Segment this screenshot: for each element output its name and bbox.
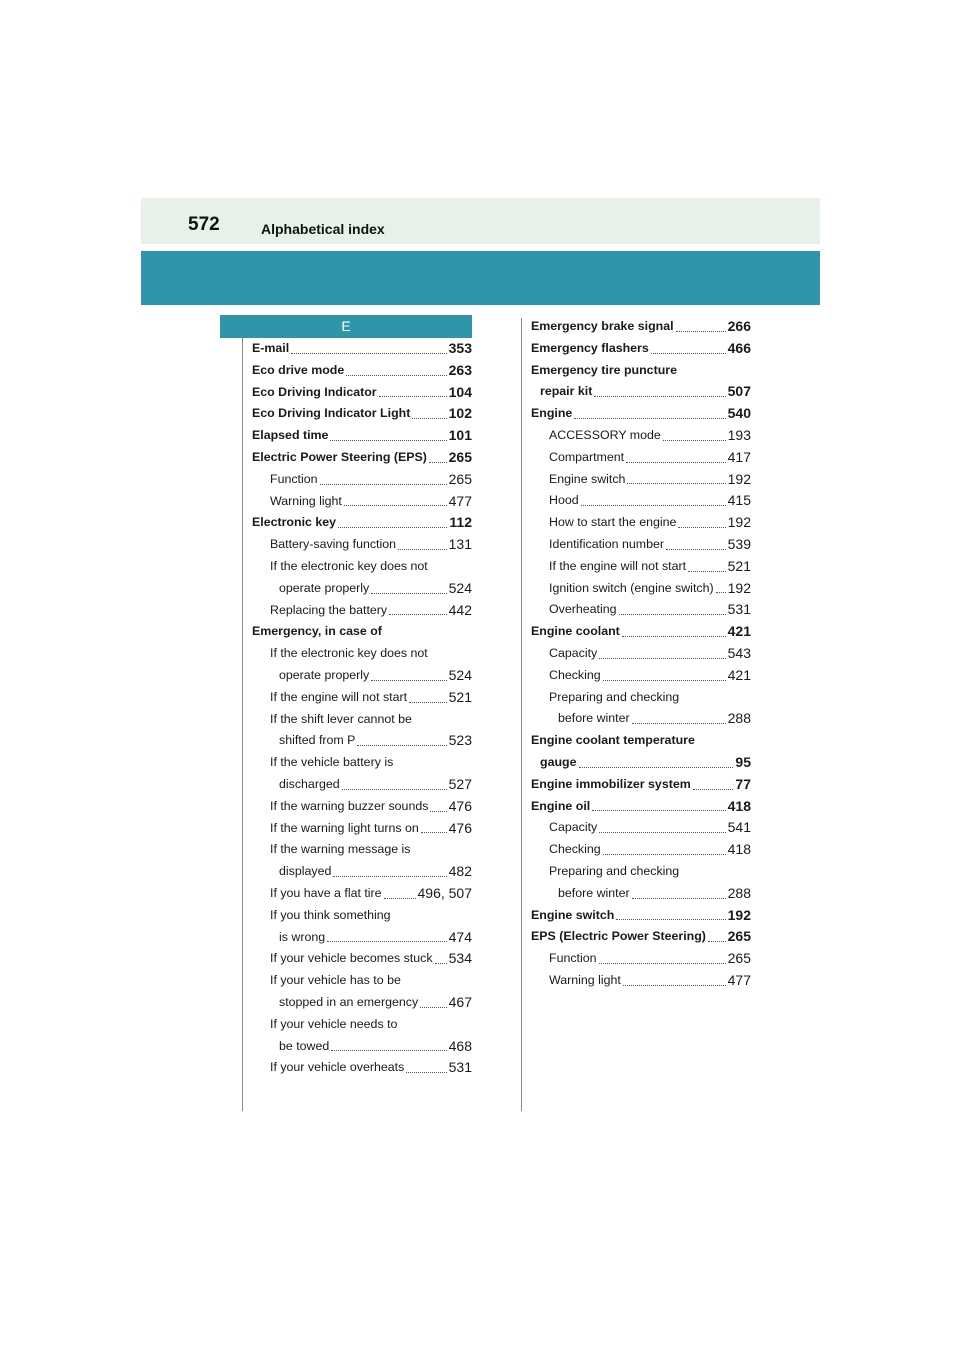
index-entry-page: 263 — [448, 361, 472, 378]
dot-leader — [708, 941, 726, 942]
index-entry — [531, 708, 751, 730]
index-entry-page: 421 — [727, 623, 751, 640]
index-entry-text: Replacing the battery — [270, 602, 388, 617]
dot-leader — [389, 614, 447, 615]
index-entry — [252, 469, 472, 491]
index-entry-page: 418 — [727, 797, 751, 814]
index-entry-page: 531 — [448, 1059, 472, 1076]
dot-leader — [666, 549, 726, 550]
index-entry — [252, 861, 472, 883]
index-entry — [252, 512, 472, 534]
index-entry-page: 482 — [448, 863, 472, 880]
index-entry-text: If your vehicle has to be — [270, 973, 401, 988]
index-entry — [252, 665, 472, 687]
index-entry-text: Function — [270, 471, 318, 486]
index-entry-text: Ignition switch (engine switch) — [549, 580, 714, 595]
index-entry-page: 539 — [727, 535, 751, 552]
index-entry — [531, 948, 751, 970]
index-entry-text: Capacity — [549, 645, 598, 660]
dot-leader — [632, 723, 726, 724]
index-entry-text: If the electronic key does not — [270, 558, 428, 573]
index-entry-page: 131 — [448, 536, 472, 553]
index-entry — [252, 818, 472, 840]
dot-leader — [622, 636, 726, 637]
dot-leader — [599, 963, 726, 964]
index-entry — [252, 578, 472, 600]
index-entry-text: Emergency flashers — [531, 340, 649, 355]
index-entry-text: If the engine will not start — [270, 689, 408, 704]
index-entry-page: 192 — [727, 906, 751, 923]
dot-leader — [409, 702, 447, 703]
index-entry — [531, 534, 751, 556]
index-entry — [531, 883, 751, 905]
index-entry-page: 474 — [448, 928, 472, 945]
index-entry-text: Elapsed time — [252, 428, 329, 443]
index-entry-text: Engine coolant temperature — [531, 733, 695, 748]
index-entry — [252, 1014, 472, 1036]
index-entry-page: 192 — [727, 579, 751, 596]
right-index-column — [531, 316, 751, 992]
index-entry-page: 266 — [727, 318, 751, 334]
index-entry-page: 527 — [448, 775, 472, 792]
section-title: Alphabetical index — [261, 221, 385, 237]
index-entry — [252, 621, 472, 643]
index-entry-text: Emergency brake signal — [531, 319, 674, 333]
index-entry-text: Eco drive mode — [252, 362, 345, 377]
page-number: 572 — [188, 214, 220, 235]
index-entry-page: 101 — [448, 427, 472, 444]
index-entry-text: EPS (Electric Power Steering) — [531, 929, 706, 944]
index-entry — [252, 360, 472, 382]
index-entry-page: 417 — [727, 448, 751, 465]
index-entry-text: If the engine will not start — [549, 558, 687, 573]
index-entry-page: 507 — [727, 383, 751, 400]
index-entry-text: If the vehicle battery is — [270, 755, 394, 770]
index-entry-page: 353 — [448, 340, 472, 356]
index-entry-text: If you think something — [270, 907, 391, 922]
index-entry-text: Compartment — [549, 449, 625, 464]
dot-leader — [632, 898, 726, 899]
index-entry — [531, 556, 751, 578]
index-entry — [252, 534, 472, 556]
dot-leader — [331, 1050, 446, 1051]
index-entry-page: 521 — [448, 688, 472, 705]
index-entry-text: If you have a flat tire — [270, 885, 382, 900]
index-entry-page: 421 — [727, 666, 751, 683]
dot-leader — [603, 854, 726, 855]
index-entry-text: Capacity — [549, 820, 598, 835]
dot-leader — [616, 919, 725, 920]
dot-leader — [435, 963, 447, 964]
index-entry — [531, 774, 751, 796]
dot-leader — [320, 484, 447, 485]
index-entry-text: Warning light — [549, 972, 621, 987]
index-entry — [531, 469, 751, 491]
dot-leader — [626, 462, 726, 463]
index-entry — [252, 1036, 472, 1058]
index-entry-page: 77 — [735, 775, 751, 792]
index-entry-text: Preparing and checking — [549, 863, 680, 878]
index-entry — [252, 403, 472, 425]
right-column-rule — [521, 318, 522, 1111]
dot-leader — [429, 462, 447, 463]
index-entry — [531, 926, 751, 948]
index-entry-text: Engine — [531, 406, 573, 421]
index-entry-text: Eco Driving Indicator — [252, 384, 377, 399]
dot-leader — [421, 832, 447, 833]
index-entry — [252, 774, 472, 796]
index-entry-text: before winter — [558, 711, 630, 726]
index-entry-page: 476 — [448, 797, 472, 814]
dot-leader — [619, 614, 726, 615]
index-entry — [531, 425, 751, 447]
dot-leader — [379, 396, 447, 397]
index-entry-text: Checking — [549, 667, 601, 682]
dot-leader — [651, 353, 726, 354]
index-entry-page: 543 — [727, 644, 751, 661]
index-entry — [531, 490, 751, 512]
index-entry — [252, 491, 472, 513]
index-entry-text: gauge — [540, 754, 577, 769]
dot-leader — [346, 375, 446, 376]
index-entry — [531, 905, 751, 927]
index-entry-text: How to start the engine — [549, 515, 677, 530]
index-entry-text: discharged — [279, 776, 340, 791]
dot-leader — [627, 483, 725, 484]
index-entry-page: 102 — [448, 405, 472, 422]
index-entry-text: Checking — [549, 842, 601, 857]
index-entry — [531, 687, 751, 709]
dot-leader — [599, 658, 725, 659]
index-entry — [531, 839, 751, 861]
index-entry-text: If the warning message is — [270, 842, 411, 857]
index-entry-text: Battery-saving function — [270, 537, 397, 552]
index-entry — [531, 381, 751, 403]
left-column-rule — [242, 338, 243, 1111]
dot-leader — [693, 789, 734, 790]
dot-leader — [594, 396, 725, 397]
index-entry-page: 476 — [448, 819, 472, 836]
dot-leader — [357, 745, 446, 746]
index-entry-page: 466 — [727, 339, 751, 356]
index-entry-page: 534 — [448, 950, 472, 967]
index-entry-page: 104 — [448, 383, 472, 400]
index-entry-page: 468 — [448, 1037, 472, 1054]
index-entry-text: Engine oil — [531, 798, 591, 813]
dot-leader — [678, 527, 725, 528]
index-entry — [531, 730, 751, 752]
index-entry-text: Emergency, in case of — [252, 624, 382, 639]
dot-leader — [430, 811, 446, 812]
index-entry-page: 415 — [727, 492, 751, 509]
index-entry — [252, 927, 472, 949]
index-entry-text: If your vehicle needs to — [270, 1016, 398, 1031]
index-entry — [252, 970, 472, 992]
index-entry — [531, 970, 751, 992]
index-entry-page: 477 — [727, 971, 751, 988]
index-entry — [531, 817, 751, 839]
index-entry-page: 524 — [448, 579, 472, 596]
index-entry-page: 193 — [727, 426, 751, 443]
index-entry — [252, 752, 472, 774]
index-entry — [252, 1057, 472, 1079]
left-index-column — [252, 338, 472, 1079]
index-entry — [252, 883, 472, 905]
dot-leader — [663, 440, 726, 441]
index-entry — [252, 382, 472, 404]
dot-leader — [688, 571, 726, 572]
index-entry-page: 541 — [727, 819, 751, 836]
index-entry-page: 112 — [449, 514, 472, 531]
header-bar — [141, 198, 820, 244]
dot-leader — [574, 418, 725, 419]
index-entry-text: ACCESSORY mode — [549, 427, 661, 442]
index-entry — [531, 621, 751, 643]
index-entry-text: If your vehicle overheats — [270, 1060, 405, 1075]
index-entry-page: 418 — [727, 841, 751, 858]
dot-leader — [406, 1072, 446, 1073]
index-entry — [252, 687, 472, 709]
index-entry-page: 288 — [727, 884, 751, 901]
index-entry — [531, 512, 751, 534]
index-entry-page: 442 — [448, 601, 472, 618]
index-entry-text: shifted from P — [279, 733, 356, 748]
dot-leader — [676, 331, 726, 332]
dot-leader — [384, 898, 416, 899]
index-entry-text: E-mail — [252, 341, 290, 355]
index-entry-text: Electric Power Steering (EPS) — [252, 449, 427, 464]
dot-leader — [412, 418, 446, 419]
index-entry-page: 531 — [727, 601, 751, 618]
index-entry — [531, 360, 751, 382]
index-entry-text: displayed — [279, 864, 332, 879]
index-entry-page: 288 — [727, 710, 751, 727]
index-entry — [531, 338, 751, 360]
index-entry-text: Identification number — [549, 536, 665, 551]
index-entry-page: 524 — [448, 666, 472, 683]
index-entry-page: 496, 507 — [417, 884, 472, 901]
index-entry — [531, 861, 751, 883]
index-entry-text: If the warning light turns on — [270, 820, 419, 835]
index-entry-page: 523 — [448, 732, 472, 749]
index-entry-text: stopped in an emergency — [279, 994, 419, 1009]
dot-leader — [344, 505, 447, 506]
index-entry — [531, 447, 751, 469]
index-entry — [252, 556, 472, 578]
dot-leader — [599, 832, 725, 833]
index-entry — [531, 796, 751, 818]
index-entry-text: repair kit — [540, 384, 593, 399]
dot-leader — [623, 985, 726, 986]
index-entry-text: Engine switch — [549, 471, 626, 486]
index-entry-text: Hood — [549, 493, 579, 508]
dot-leader — [333, 876, 446, 877]
header-band — [141, 251, 820, 305]
index-entry-page: 521 — [727, 557, 751, 574]
index-entry-page: 192 — [727, 470, 751, 487]
index-entry-text: Eco Driving Indicator Light — [252, 406, 411, 421]
index-entry-text: Engine immobilizer system — [531, 776, 691, 791]
index-entry-page: 265 — [448, 448, 472, 465]
index-entry — [531, 599, 751, 621]
index-entry-text: operate properly — [279, 667, 370, 682]
dot-leader — [581, 505, 726, 506]
dot-leader — [371, 680, 446, 681]
index-entry-text: Warning light — [270, 493, 342, 508]
index-entry — [531, 665, 751, 687]
index-entry — [252, 338, 472, 360]
index-entry-text: If your vehicle becomes stuck — [270, 951, 433, 966]
index-entry — [531, 578, 751, 600]
index-entry — [531, 752, 751, 774]
index-entry-text: If the shift lever cannot be — [270, 711, 412, 726]
index-entry-text: be towed — [279, 1038, 330, 1053]
index-entry-text: Overheating — [549, 602, 617, 617]
dot-leader — [592, 810, 725, 811]
index-entry-text: before winter — [558, 885, 630, 900]
index-entry-text: Function — [549, 951, 597, 966]
index-entry-text: If the warning buzzer sounds — [270, 798, 429, 813]
index-entry-page: 477 — [448, 492, 472, 509]
dot-leader — [398, 549, 447, 550]
index-entry — [252, 600, 472, 622]
index-entry — [252, 447, 472, 469]
index-entry — [252, 948, 472, 970]
index-entry-text: Engine coolant — [531, 624, 620, 639]
dot-leader — [338, 527, 447, 528]
index-entry — [531, 643, 751, 665]
index-entry — [252, 730, 472, 752]
index-entry — [531, 316, 751, 338]
letter-heading: E — [220, 315, 472, 338]
index-entry — [252, 709, 472, 731]
index-entry-text: Engine switch — [531, 907, 615, 922]
index-entry — [252, 839, 472, 861]
index-entry-page: 192 — [727, 514, 751, 531]
index-entry-text: If the electronic key does not — [270, 646, 428, 661]
index-entry — [252, 643, 472, 665]
dot-leader — [371, 593, 446, 594]
index-entry-text: is wrong — [279, 929, 326, 944]
index-entry-text: Electronic key — [252, 515, 337, 530]
dot-leader — [330, 440, 446, 441]
index-entry — [252, 905, 472, 927]
dot-leader — [603, 680, 726, 681]
dot-leader — [420, 1007, 447, 1008]
dot-leader — [342, 789, 447, 790]
dot-leader — [716, 592, 726, 593]
index-entry-text: Emergency tire puncture — [531, 362, 677, 377]
index-entry-text: operate properly — [279, 580, 370, 595]
index-entry-page: 265 — [727, 950, 751, 967]
dot-leader — [291, 353, 446, 354]
index-entry-page: 95 — [735, 753, 751, 770]
index-entry-page: 467 — [448, 993, 472, 1010]
index-entry-page: 265 — [727, 928, 751, 945]
index-entry — [252, 992, 472, 1014]
index-entry — [252, 796, 472, 818]
index-entry — [252, 425, 472, 447]
index-entry-text: Preparing and checking — [549, 689, 680, 704]
index-entry-page: 265 — [448, 470, 472, 487]
index-entry — [531, 403, 751, 425]
dot-leader — [327, 941, 447, 942]
index-entry-page: 540 — [727, 405, 751, 422]
dot-leader — [579, 767, 734, 768]
